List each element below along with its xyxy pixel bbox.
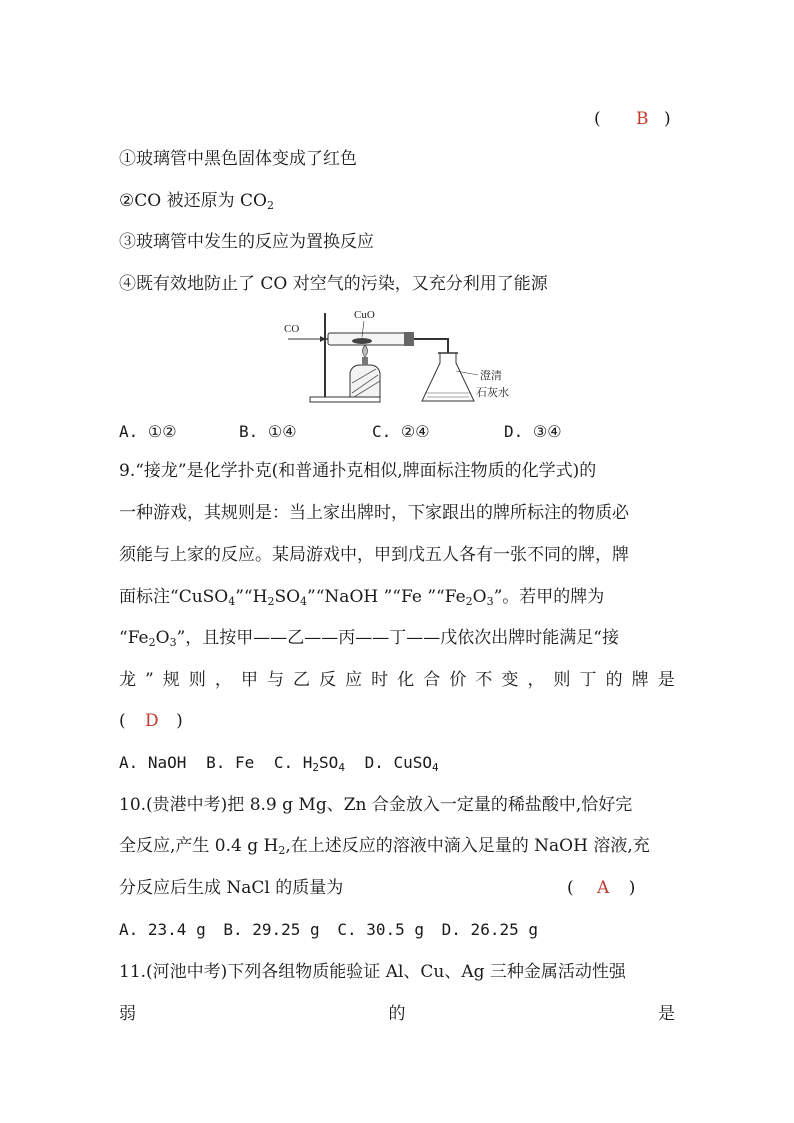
char: 价 xyxy=(449,670,467,690)
option-c xyxy=(274,753,345,772)
subscript: 2 xyxy=(266,199,274,212)
q10-line-1 xyxy=(119,793,632,817)
char: 的 xyxy=(388,1004,406,1024)
co-reduction-apparatus-figure xyxy=(280,305,520,410)
subscript: 4 xyxy=(338,761,345,774)
q9-answer-bracket xyxy=(119,709,183,733)
char: 变 xyxy=(501,670,519,690)
char: 乙 xyxy=(293,670,311,690)
option-a: A. NaOH xyxy=(119,753,187,772)
subscript: 2 xyxy=(312,761,320,774)
char: 不 xyxy=(475,670,493,690)
subscript: 4 xyxy=(432,761,439,774)
char: 规 xyxy=(162,670,180,690)
q11-line-2 xyxy=(119,1002,675,1026)
q9-line-2 xyxy=(119,501,629,525)
question-text: ”“H xyxy=(235,587,268,607)
subscript: 2 xyxy=(267,595,275,608)
question-text: SO xyxy=(274,587,301,607)
option-c: C. 30.5 g xyxy=(337,920,425,939)
q8-answer-bracket xyxy=(594,107,671,131)
option-text: C. H xyxy=(273,753,313,772)
option-b: B. ①④ xyxy=(239,422,297,441)
question-text: ”“NaOH ”“Fe ”“Fe xyxy=(307,587,466,607)
q9-line-4 xyxy=(119,585,604,609)
question-text: O xyxy=(155,628,170,648)
question-text: ”。若甲的牌为 xyxy=(493,587,605,607)
question-text: 10.(贵港中考)把 8.9 g Mg、Zn 合金放入一定量的稀盐酸中,恰好完 xyxy=(119,795,633,815)
subscript: 2 xyxy=(148,636,156,649)
char: ， xyxy=(527,670,545,690)
option-c: C. ②④ xyxy=(372,422,430,441)
question-text: 须能与上家的反应。某局游戏中，甲到戊五人各有一张不同的牌，牌 xyxy=(119,545,629,565)
question-text: 全反应,产生 0.4 g H xyxy=(119,836,279,856)
paren-close: ) xyxy=(176,711,183,731)
q8-statement-2 xyxy=(119,189,274,213)
answer-mark: D xyxy=(145,711,159,731)
q9-line-6 xyxy=(119,668,675,692)
subscript: 3 xyxy=(486,595,494,608)
q10-line-3 xyxy=(119,876,343,900)
limewater-label-2: 石灰水 xyxy=(476,387,509,399)
char: 牌 xyxy=(631,670,649,690)
q11-line-1 xyxy=(119,960,626,984)
option-b: B. 29.25 g xyxy=(223,920,320,939)
char: 弱 xyxy=(119,1004,136,1024)
char: 是 xyxy=(658,1004,675,1024)
question-text: 11.(河池中考)下列各组物质能验证 Al、Cu、Ag 三种金属活动性强 xyxy=(119,962,626,982)
q8-statement-4 xyxy=(119,272,548,296)
statement-text: ③玻璃管中发生的反应为置换反应 xyxy=(119,232,374,252)
paren-open: ( xyxy=(119,711,126,731)
char: 反 xyxy=(319,670,337,690)
q10-line-2 xyxy=(119,834,650,858)
paren-open: ( xyxy=(567,878,574,898)
cuo-label: CuO xyxy=(354,309,375,321)
q9-options xyxy=(119,751,439,775)
char: 时 xyxy=(371,670,389,690)
char: ” xyxy=(145,670,154,690)
limewater-label-1: 澄清 xyxy=(480,370,502,382)
option-a: A. 23.4 g xyxy=(119,920,206,939)
char: 与 xyxy=(266,670,284,690)
subscript: 3 xyxy=(169,636,177,649)
q8-statement-3 xyxy=(119,230,374,254)
question-text: 面标注“CuSO xyxy=(119,587,229,607)
subscript: 4 xyxy=(228,595,236,608)
q10-options xyxy=(119,918,538,942)
subscript: 2 xyxy=(465,595,473,608)
q10-answer-bracket xyxy=(567,876,635,900)
statement-text: ②CO 被还原为 CO xyxy=(119,191,267,211)
char: ， xyxy=(214,670,232,690)
char: 是 xyxy=(657,670,675,690)
subscript: 4 xyxy=(300,595,308,608)
question-text: 一种游戏，其规则是：当上家出牌时，下家跟出的牌所标注的物质必 xyxy=(119,503,629,523)
question-text: ,在上述反应的溶液中滴入足量的 NaOH 溶液,充 xyxy=(285,836,650,856)
char: 合 xyxy=(423,670,441,690)
q9-line-1 xyxy=(119,459,596,483)
question-text: 分反应后生成 NaCl 的质量为 xyxy=(119,878,344,898)
option-d: D. 26.25 g xyxy=(441,920,538,939)
answer-mark: B xyxy=(636,109,649,129)
subscript: 2 xyxy=(278,844,286,857)
option-a: A. ①② xyxy=(119,422,177,441)
question-text: “Fe xyxy=(119,628,149,648)
paren-close: ) xyxy=(663,109,671,129)
q9-line-3 xyxy=(119,543,629,567)
char: 甲 xyxy=(240,670,258,690)
question-text: O xyxy=(472,587,487,607)
option-b: B. Fe xyxy=(206,753,255,772)
char: 应 xyxy=(345,670,363,690)
char: 龙 xyxy=(119,670,136,690)
char: 的 xyxy=(605,670,623,690)
question-text: 9.“接龙”是化学扑克(和普通扑克相似,牌面标注物质的化学式)的 xyxy=(119,461,597,481)
option-d xyxy=(365,753,439,772)
char: 则 xyxy=(553,670,571,690)
q8-statement-1 xyxy=(119,147,357,171)
option-text: SO xyxy=(319,753,339,772)
option-d: D. ③④ xyxy=(504,422,562,441)
char: 则 xyxy=(188,670,206,690)
option-text: D. CuSO xyxy=(364,753,433,772)
answer-mark: A xyxy=(597,878,610,898)
statement-text: ①玻璃管中黑色固体变成了红色 xyxy=(119,149,357,169)
q9-line-5 xyxy=(119,626,619,650)
char: 化 xyxy=(397,670,415,690)
char: 丁 xyxy=(579,670,597,690)
paren-open: ( xyxy=(594,109,601,129)
question-text: ”，且按甲——乙——丙——丁——戊依次出牌时能满足“接 xyxy=(176,628,619,648)
statement-text: ④既有效地防止了 CO 对空气的污染，又充分利用了能源 xyxy=(119,274,548,294)
paren-close: ) xyxy=(628,878,636,898)
co-label: CO xyxy=(284,323,300,335)
